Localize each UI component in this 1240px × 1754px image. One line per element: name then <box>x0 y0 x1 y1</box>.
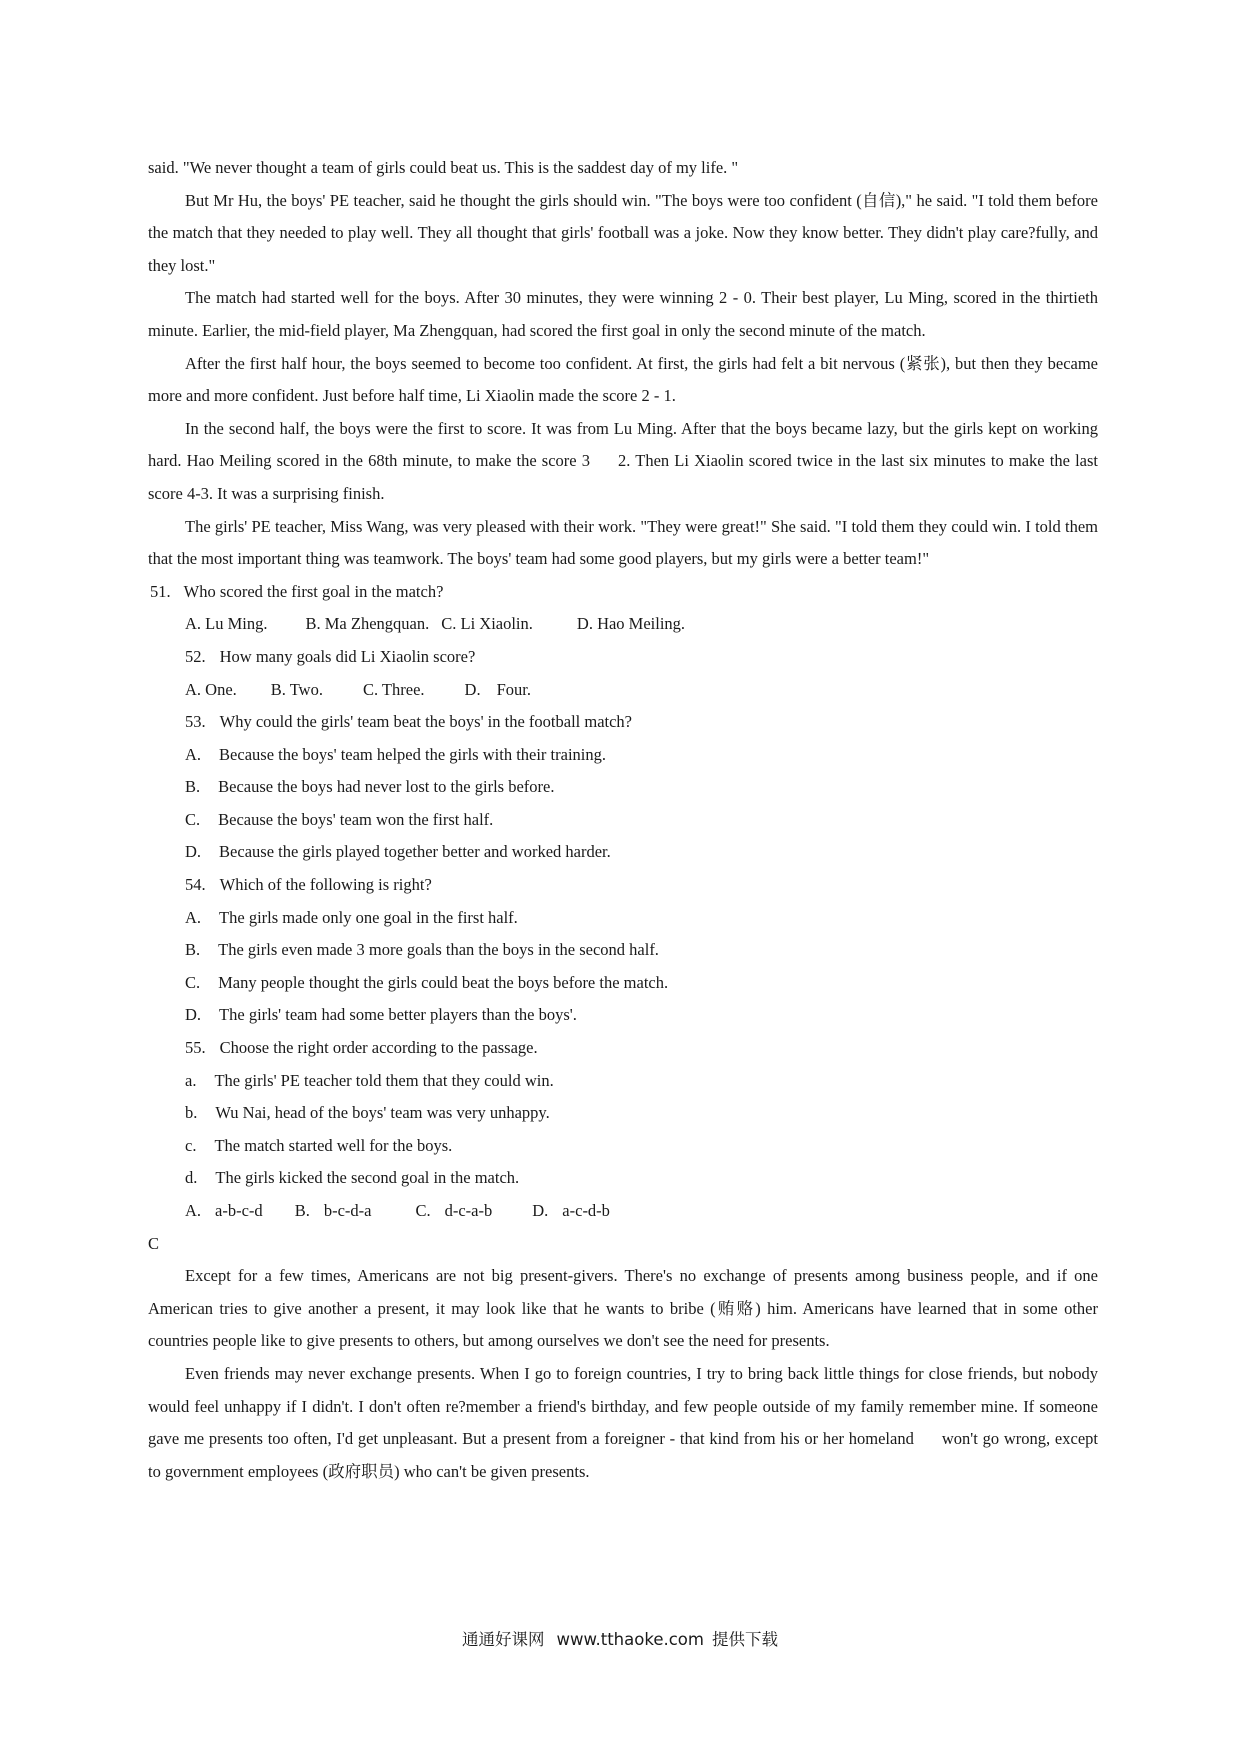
question-52-options <box>148 674 1098 707</box>
option-a: A. Lu Ming. <box>185 614 268 634</box>
option-row <box>148 999 1098 1032</box>
question-text: How many goals did Li Xiaolin score? <box>219 646 476 666</box>
question-text: Which of the following is right? <box>219 875 432 895</box>
question-number: 53. <box>185 712 206 732</box>
passage-paragraph: The match had started well for the boys. After 30 minutes, they were winning 2 - 0. Their best player, Lu Ming, scored in the thirtieth minute. Earlier, the mid-field player, Ma Zhengquan, had scored the first goal in only the second minute of the match. <box>148 288 1098 340</box>
event-text: Wu Nai, head of the boys' team was very unhappy. <box>215 1103 550 1123</box>
option-b: B. Two. <box>270 679 323 699</box>
question-55-answers <box>148 1195 1098 1228</box>
option-text: Because the boys' team helped the girls with their training. <box>219 744 606 764</box>
option-text: The girls even made 3 more goals than the boys in the second half. <box>218 940 659 960</box>
option-text: Because the boys had never lost to the girls before. <box>218 777 555 797</box>
option-d: Four. <box>496 679 531 699</box>
option-text: Many people thought the girls could beat the boys before the match. <box>218 972 669 992</box>
section-heading: C <box>148 1233 160 1253</box>
passage-text: In the second half, the boys were the first to score. It was from Lu Ming. After that the boys became lazy, but the girls kept on working hard. Hao Meiling scored in the 68th minute, to make the score 3 <box>148 418 1098 471</box>
option-letter: D. <box>185 1005 202 1025</box>
answer-letter: D. <box>532 1201 549 1220</box>
option-letter: C. <box>185 972 201 992</box>
option-row <box>148 836 1098 869</box>
option-letter: B. <box>185 777 201 797</box>
option-letter: A. <box>185 744 202 764</box>
option-letter: C. <box>185 809 201 829</box>
option-row <box>148 967 1098 1000</box>
option-d: D. Hao Meiling. <box>576 614 686 634</box>
answer-text: d-c-a-b <box>444 1201 493 1220</box>
passage-paragraph: Except for a few times, Americans are not big present-givers. There's no exchange of presents among business people, and if one American tries to give another a present, it may look like that he wants to bribe (贿赂) him. Americans have learned that in some other countries people like to give presents to others, but among ourselves we don't see the need for presents. <box>148 1266 1098 1351</box>
passage-paragraph <box>148 1358 1098 1488</box>
option-d-letter: D. <box>464 679 481 699</box>
answer-text: a-c-d-b <box>562 1201 610 1220</box>
event-text: The match started well for the boys. <box>214 1135 453 1155</box>
page-footer <box>0 1626 1240 1650</box>
passage-paragraph: But Mr Hu, the boys' PE teacher, said he thought the girls should win. "The boys were too confident (自信)," he said. "I told them before the match that they needed to play well. They all thought that girls' football was a joke. Now they know better. They didn't play care?fully, and they lost." <box>148 190 1098 275</box>
event-letter: c. <box>185 1135 197 1155</box>
answer-letter: B. <box>294 1201 310 1220</box>
option-a: A. One. <box>185 679 237 699</box>
passage-text: won't go wrong, except to government employees (政府职员) who can't be given presents. <box>148 1429 1098 1481</box>
option-letter: A. <box>185 907 202 927</box>
passage-text: Even friends may never exchange presents. When I go to foreign countries, I try to bring back little things for close friends, but nobody would feel unhappy if I didn't. I don't often re?member a friend's birthday, and few people outside of my family remember mine. If someone gave me presents too often, I'd get unpleasant. But a present from a foreigner - that kind from his or her homeland <box>148 1363 1098 1449</box>
answer-text: b-c-d-a <box>323 1201 372 1220</box>
answer-text: a-b-c-d <box>215 1201 263 1220</box>
question-number: 54. <box>185 875 206 895</box>
option-row <box>148 902 1098 935</box>
event-text: The girls kicked the second goal in the match. <box>215 1168 520 1188</box>
option-letter: B. <box>185 940 201 960</box>
option-row <box>148 804 1098 837</box>
question-51 <box>148 576 1098 609</box>
answer-letter: A. <box>185 1201 202 1220</box>
question-52 <box>148 641 1098 674</box>
option-text: Because the girls played together better and worked harder. <box>219 842 611 862</box>
question-53 <box>148 706 1098 739</box>
event-text: The girls' PE teacher told them that they could win. <box>214 1070 554 1090</box>
passage-paragraph: After the first half hour, the boys seemed to become too confident. At first, the girls had felt a bit nervous (紧张), but then they became more and more confident. Just before half time, Li Xiaolin made the score 2 - 1. <box>148 353 1098 406</box>
question-text: Who scored the first goal in the match? <box>183 581 444 601</box>
question-text: Why could the girls' team beat the boys' in the football match? <box>219 712 632 732</box>
passage-paragraph <box>148 413 1098 511</box>
event-letter: d. <box>185 1168 198 1188</box>
passage-paragraph: The girls' PE teacher, Miss Wang, was very pleased with their work. "They were great!" She said. "I told them they could win. I told them that the most important thing was teamwork. The boys' team had some good players, but my girls were a better team!" <box>148 516 1098 569</box>
event-row <box>148 1130 1098 1163</box>
passage-text: 2. Then Li Xiaolin scored twice in the last six minutes to make the last score 4-3. It was a surprising finish. <box>148 451 1098 503</box>
option-c: C. Three. <box>362 679 425 699</box>
passage-paragraph: said. "We never thought a team of girls could beat us. This is the saddest day of my life. " <box>148 158 739 177</box>
option-row <box>148 739 1098 772</box>
question-number: 52. <box>185 646 206 666</box>
question-number: 55. <box>185 1038 206 1058</box>
footer-suffix: 提供下载 <box>711 1630 778 1649</box>
question-55 <box>148 1032 1098 1065</box>
option-text: The girls' team had some better players than the boys'. <box>219 1005 577 1025</box>
question-54 <box>148 869 1098 902</box>
event-row <box>148 1097 1098 1130</box>
option-letter: D. <box>185 842 202 862</box>
question-text: Choose the right order according to the passage. <box>219 1038 538 1058</box>
option-row <box>148 934 1098 967</box>
option-row <box>148 771 1098 804</box>
question-51-options <box>148 608 1098 641</box>
option-c: C. Li Xiaolin. <box>441 614 533 634</box>
question-number: 51. <box>150 581 171 601</box>
event-letter: b. <box>185 1103 198 1123</box>
answer-letter: C. <box>415 1201 431 1220</box>
option-text: The girls made only one goal in the first half. <box>219 907 518 927</box>
event-row <box>148 1162 1098 1195</box>
option-b: B. Ma Zhengquan. <box>305 614 430 634</box>
document-content <box>148 152 1098 1488</box>
event-letter: a. <box>185 1070 197 1090</box>
event-row <box>148 1065 1098 1098</box>
footer-site-name: 通通好课网 <box>462 1630 545 1649</box>
footer-url: www.tthaoke.com <box>556 1630 704 1649</box>
option-text: Because the boys' team won the first half. <box>218 809 494 829</box>
